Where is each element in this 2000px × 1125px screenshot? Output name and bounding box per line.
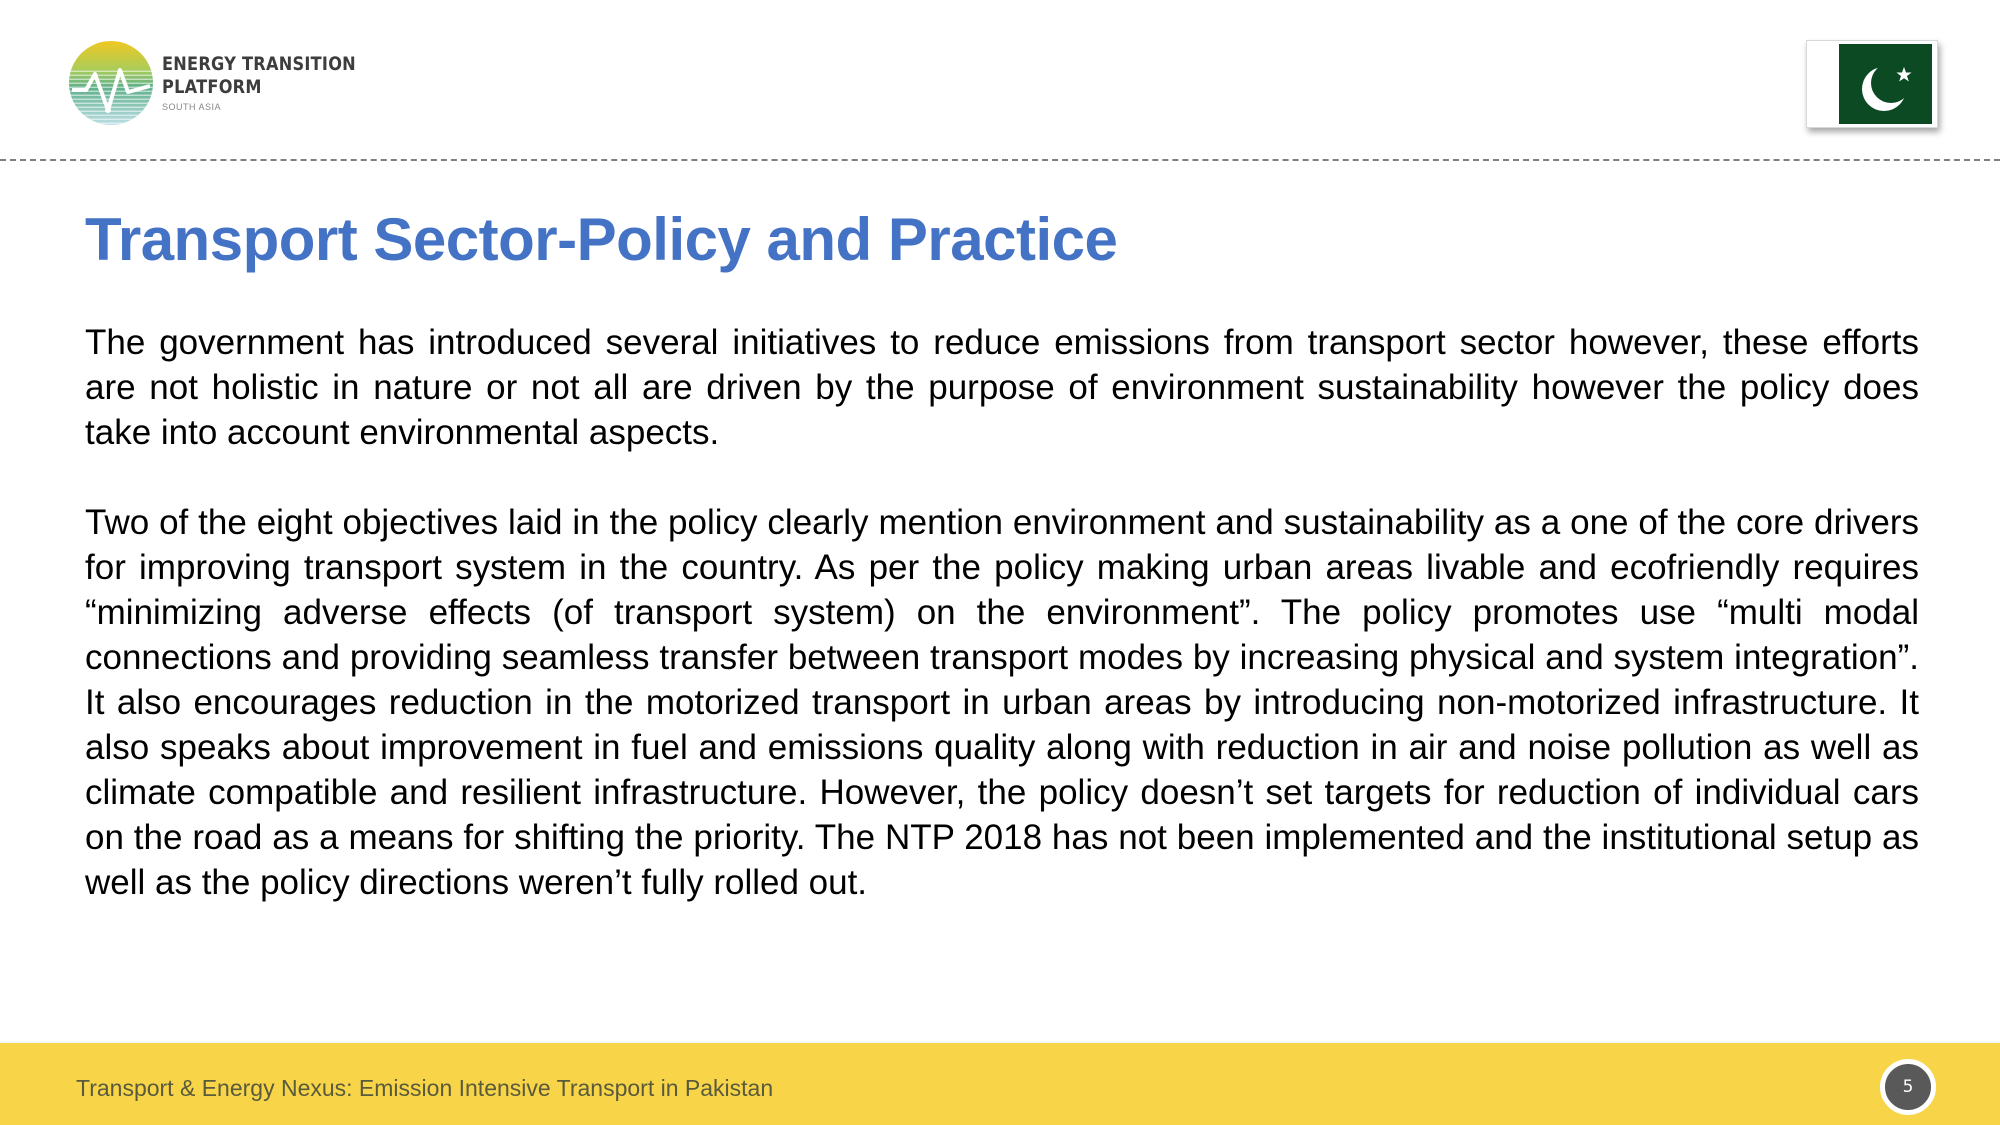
pakistan-flag-icon	[1807, 41, 1937, 127]
footer-bar	[0, 1043, 2000, 1125]
body-paragraph-1: The government has introduced several initiatives to reduce emissions from transport sector however, these efforts are not holistic in nature or not all are driven by the purpose of environment sustainability however the policy does take into account environmental aspects.	[85, 323, 1919, 452]
logo-subtitle: SOUTH ASIA	[162, 101, 222, 112]
sun-wave-logo-icon	[68, 40, 154, 126]
footer-caption: Transport & Energy Nexus: Emission Intensive Transport in Pakistan	[76, 1075, 774, 1101]
country-flag	[1806, 40, 1938, 128]
slide-body	[85, 320, 1919, 950]
logo-title-line2: PLATFORM	[162, 75, 262, 98]
body-paragraph-2: Two of the eight objectives laid in the policy clearly mention environment and sustainability as a one of the core drivers for improving transport system in the country. As per the policy making urban areas livable and ecofriendly requires “minimizing adverse effects (of transport system) on the environment”. The policy promotes use “multi modal connections and providing seamless transfer between transport modes by increasing physical and system integration”. It also encourages reduction in the motorized transport in urban areas by introducing non-motorized infrastructure. It also speaks about improvement in fuel and emissions quality along with reduction in air and noise pollution as well as climate compatible and resilient infrastructure. However, the policy doesn’t set targets for reduction of individual cars on the road as a means for shifting the priority. The NTP 2018 has not been implemented and the institutional setup as well as the policy directions weren’t fully rolled out.	[85, 503, 1919, 902]
energy-transition-platform-logo	[68, 40, 390, 126]
page-number-badge	[1880, 1059, 1936, 1115]
logo-title-line1: ENERGY TRANSITION	[162, 52, 356, 75]
slide-title: Transport Sector-Policy and Practice	[85, 206, 1118, 273]
page-number: 5	[1902, 1077, 1914, 1097]
header-separator	[0, 159, 2000, 161]
